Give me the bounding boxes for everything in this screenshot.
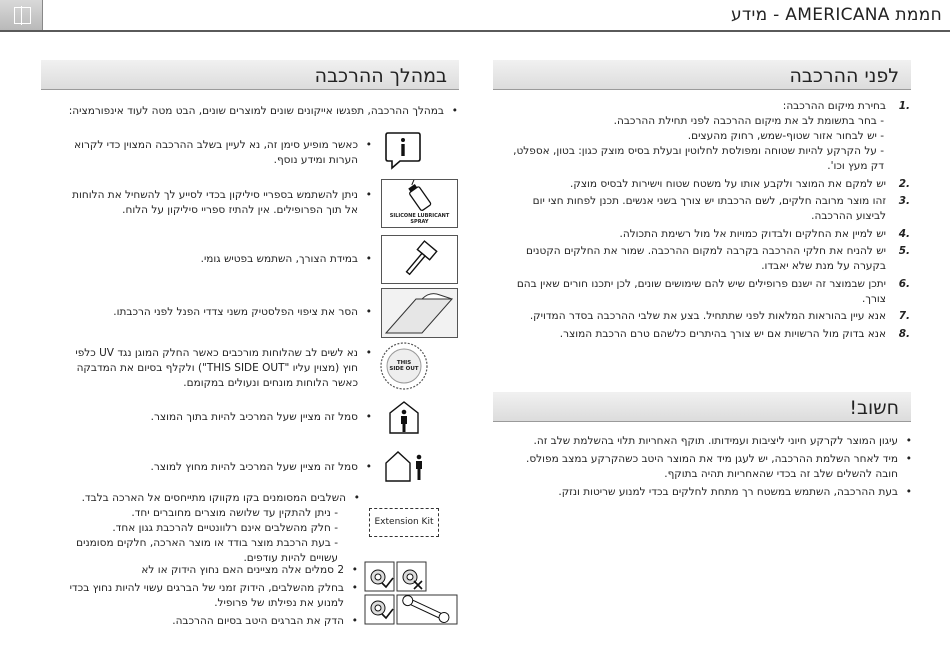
- row-info: • כאשר מופיע סימן זה, נא לעיין בשלב ההרכבה המצוין כדי לקרוא הערות ומידע נוסף.: [60, 138, 372, 168]
- extension-sub-1: - ניתן להתקין עד שלושה מוצרים מחוברים יחד.: [131, 507, 338, 519]
- step-sub-item: - על הקרקע להיות שטוחה ומפולסת לחלוטין ובעלת בסיס מוצק כגון: בטון, אספלט, דק מעץ וכו'.: [513, 145, 884, 172]
- important-notes: [520, 434, 912, 503]
- inside-house-icon: [386, 399, 422, 435]
- step-item: [510, 99, 910, 174]
- step-text: זהו מוצר מרובה חלקים, לשם הרכבתו יש צורך בשני אנשים. תכנן לפחות חצי יום לביצוע ההרכבה.: [532, 195, 886, 222]
- step-text: בחירת מיקום ההרכבה:: [782, 100, 886, 112]
- step-sub-item: - יש לבחור אזור שטוף-שמש, רחוק מהעצים.: [687, 130, 884, 142]
- extension-kit-icon: Extension Kit: [369, 508, 439, 537]
- step-item: [510, 309, 910, 324]
- important-item: • מיד לאחר השלמת ההרכבה, יש לעגן מיד את המוצר היטב כשהקרקע במצב מפולס. חובה להשלים שלב זה בכדי שהאחריות תהיה בתוקף.: [520, 452, 912, 482]
- step-number: .6: [898, 277, 910, 290]
- top-bar: [0, 0, 950, 32]
- row-silicone: • ניתן להשתמש בספריי סיליקון בכדי לסייע לך להשחיל את הלוחות אל תוך הפרופילים. אין להתיז ספריי סיליקון על הלוח.: [60, 188, 372, 218]
- silicone-spray-label: SILICONE LUBRICANT SPRAY: [389, 213, 450, 225]
- step-text: יש למיין את החלקים ולבדוק כמויות אל מול רשימת התכולה.: [619, 227, 886, 240]
- important-item: • עיגון המוצר לקרקע חיוני ליציבות ועמידותו. תוקף האחריות תלוי בהשלמת שלב זה.: [520, 434, 912, 449]
- row-peel: • הסר את ציפוי הפלסטיק משני צדדי הפנל לפני הרכבתו.: [60, 305, 372, 320]
- step-text: יש למקם את המוצר ולקבע אותו על משטח שטוח וישירות לבסיס מוצק.: [570, 177, 886, 190]
- outside-house-icon: [382, 449, 428, 483]
- heading-before-assembly: לפני ההרכבה: [493, 60, 911, 90]
- row-outside: • סמל זה מציין שעל המרכיב להיות מחוץ למוצר.: [60, 460, 372, 475]
- step-number: .4: [898, 227, 910, 240]
- extension-sub-3: - בעת הרכבת מוצר בודד או מוצר הארכה, חלקים מסומנים עשויים להיות עודפים.: [76, 537, 338, 564]
- row-extension: • השלבים המסומנים בקו מקווקו מתייחסים אל הארכה בלבד. - ניתן להתקין עד שלושה מוצרים מחוברים יחד. - חלק מהשלבים אינם רלוונטיים להרכבת גגון אחד. - בעת הרכבת מוצר בודד או מוצר הארכה, חלקים מסומנים עשויים להיות עודפים.: [60, 491, 360, 566]
- step-number: .8: [898, 327, 910, 340]
- important-item: • בעת ההרכבה, השתמש במשטח רך מתחת לחלקים בכדי למנוע שריטות ונזק.: [520, 485, 912, 500]
- step-sub-item: - בחר בתשומת לב את מיקום ההרכבה לפני תחילת ההרכבה.: [613, 115, 884, 127]
- step-number: .7: [898, 310, 910, 322]
- step-number: .3: [898, 195, 910, 207]
- info-icon: [384, 130, 422, 168]
- step-text: אנא בדוק מול הרשויות אם יש צורך בהיתרים כלשהם טרם הרכבת המוצר.: [559, 327, 886, 340]
- step-number: .2: [898, 177, 910, 190]
- extension-sub-2: - חלק מהשלבים אינם רלוונטיים להרכבת גגון אחד.: [112, 522, 338, 534]
- step-text: אנא עיין בהוראות המלאות לפני שתתחיל. בצע את שלבי ההרכבה בסדר המדויק.: [529, 310, 886, 322]
- before-assembly-steps: [510, 99, 910, 344]
- step-item: [510, 327, 910, 342]
- silicone-spray-icon: [381, 179, 458, 228]
- step-item: [510, 277, 910, 307]
- step-number: .1: [898, 100, 910, 112]
- row-mallet: • במידת הצורך, השתמש בפטיש גומי.: [60, 252, 372, 267]
- step-item: [510, 227, 910, 242]
- bolt-notes: • 2 סמלים אלה מציינים האם נחוץ הידוק או לא • בחלק מהשלבים, הידוק זמני של הברגים עשוי להיות נחוץ בכדי למנוע את נפילתו של פרופיל. • הדק את הברגים היטב בסיום ההרכבה.: [60, 563, 358, 629]
- heading-during-assembly: במהלך ההרכבה: [41, 60, 459, 90]
- this-side-out-label: THIS SIDE OUT: [389, 360, 419, 372]
- this-side-out-icon: [379, 341, 429, 391]
- step-number: .5: [898, 245, 910, 257]
- step-text: יתכן שבמוצר זה ישנם פרופילים שיש להם שימושים שונים, לכן יתכנו חורים שאין בהם צורך.: [516, 277, 886, 305]
- step-text: יש להניח את חלקי ההרכבה בקרבה למקום ההרכבה. שמור את החלקים הקטנים בקערה על מנת שלא יאבדו.: [525, 245, 886, 272]
- step-item: [510, 194, 910, 224]
- row-inside: • סמל זה מציין שעל המרכיב להיות בתוך המוצר.: [60, 410, 372, 425]
- step-item: [510, 177, 910, 192]
- intro-text: • במהלך ההרכבה, תפגשו אייקונים שונים למוצרים שונים, הבט מטה לעוד אינפורמציה:: [60, 104, 458, 122]
- wrench-bolt-icons: [364, 594, 458, 625]
- page-title: חממת AMERICANA - מידע: [42, 0, 950, 30]
- mallet-icon: [381, 235, 458, 284]
- step-item: [510, 244, 910, 274]
- bolt-tighten-icons: [364, 561, 458, 592]
- row-this-side-out: • נא לשים לב שהלוחות מורכבים כאשר החלק המוגן נגד UV כלפי חוץ (מצוין עליו "THIS SIDE OUT") ולקלף בסיום את המדבקה כאשר הלוחות מונחים ונעולים במקומם.: [60, 346, 372, 391]
- heading-important: חשוב!: [493, 392, 911, 422]
- brand-logo: [0, 0, 44, 30]
- peel-film-icon: [381, 288, 458, 338]
